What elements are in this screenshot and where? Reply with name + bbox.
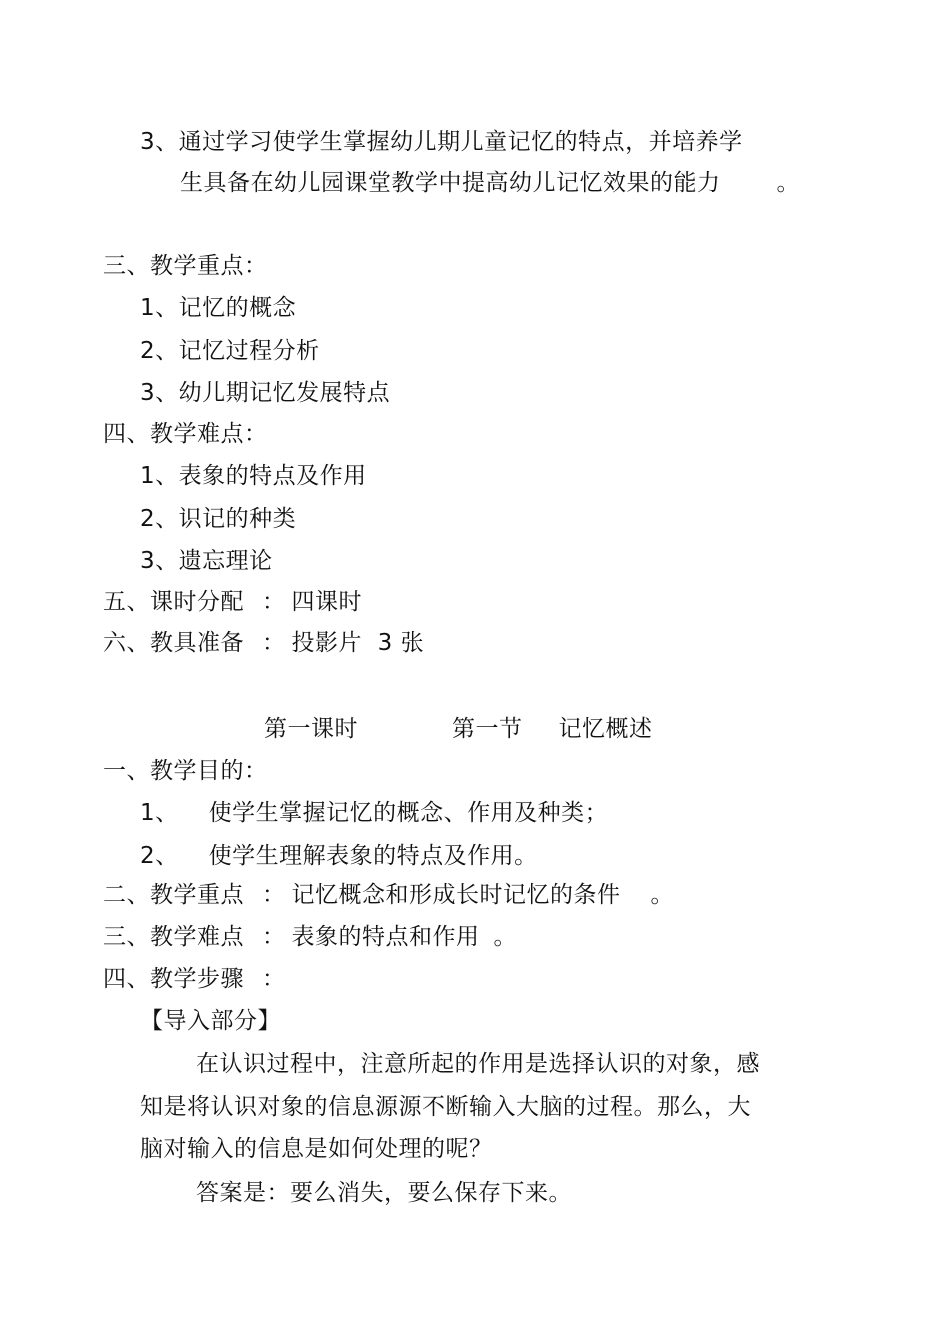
schedule-colon: ： bbox=[262, 589, 286, 615]
focus-label: 二、教学重点 bbox=[103, 882, 244, 908]
lesson-period: 第一课时 bbox=[264, 716, 358, 742]
difficulties-heading: 四、教学难点： bbox=[103, 421, 268, 447]
key-points-heading: 三、教学重点： bbox=[103, 253, 268, 279]
lesson-topic: 记忆概述 bbox=[558, 716, 653, 742]
goal-text: 使学生掌握记忆的概念、作用及种类； bbox=[208, 800, 609, 826]
difficulty-text: 表象的特点和作用 bbox=[291, 924, 480, 950]
aids-label: 六、教具准备 bbox=[103, 630, 244, 656]
difficulty-label: 三、教学难点 bbox=[103, 924, 244, 950]
objective-3-line2-period: 。 bbox=[776, 170, 800, 196]
aids-value: 投影片 3 张 bbox=[291, 630, 425, 656]
lesson-title bbox=[264, 713, 653, 745]
difficulty-item: 2、识记的种类 bbox=[140, 506, 297, 532]
goal-number: 1、 bbox=[140, 800, 179, 826]
objective-3-line2-text: 生具备在幼儿园课堂教学中提高幼儿记忆效果的能力 bbox=[180, 170, 721, 196]
focus-line bbox=[103, 879, 674, 911]
steps-label: 四、教学步骤 bbox=[103, 966, 244, 992]
goal-item bbox=[140, 797, 608, 829]
key-point-item: 2、记忆过程分析 bbox=[140, 338, 320, 364]
intro-paragraph-line: 脑对输入的信息是如何处理的呢？ bbox=[140, 1136, 493, 1162]
goal-item bbox=[140, 840, 538, 872]
intro-paragraph-line: 知是将认识对象的信息源源不断输入大脑的过程。那么，大 bbox=[140, 1094, 751, 1120]
difficulty-period: 。 bbox=[493, 924, 517, 950]
key-point-item: 1、记忆的概念 bbox=[140, 295, 297, 321]
aids-line bbox=[103, 627, 424, 659]
schedule-value: 四课时 bbox=[291, 589, 362, 615]
difficulty-item: 1、表象的特点及作用 bbox=[140, 463, 367, 489]
objective-3-line2 bbox=[180, 167, 800, 199]
focus-period: 。 bbox=[650, 882, 674, 908]
difficulty-item: 3、遗忘理论 bbox=[140, 548, 273, 574]
schedule-label: 五、课时分配 bbox=[103, 589, 244, 615]
aids-colon: ： bbox=[262, 630, 286, 656]
goals-heading: 一、教学目的： bbox=[103, 758, 268, 784]
intro-paragraph-line: 在认识过程中，注意所起的作用是选择认识的对象，感 bbox=[196, 1051, 760, 1077]
difficulty-line bbox=[103, 921, 517, 953]
goal-number: 2、 bbox=[140, 843, 179, 869]
schedule-line bbox=[103, 586, 362, 618]
intro-heading: 【导入部分】 bbox=[140, 1008, 281, 1034]
lesson-section: 第一节 bbox=[452, 716, 523, 742]
focus-text: 记忆概念和形成长时记忆的条件 bbox=[291, 882, 621, 908]
goal-text: 使学生理解表象的特点及作用。 bbox=[208, 843, 538, 869]
answer-paragraph: 答案是：要么消失，要么保存下来。 bbox=[196, 1180, 572, 1206]
objective-3-line1: 3、通过学习使学生掌握幼儿期儿童记忆的特点，并培养学 bbox=[140, 129, 743, 155]
key-point-item: 3、幼儿期记忆发展特点 bbox=[140, 380, 391, 406]
difficulty-colon: ： bbox=[262, 924, 286, 950]
focus-colon: ： bbox=[262, 882, 286, 908]
steps-line bbox=[103, 963, 286, 995]
steps-colon: ： bbox=[262, 966, 286, 992]
